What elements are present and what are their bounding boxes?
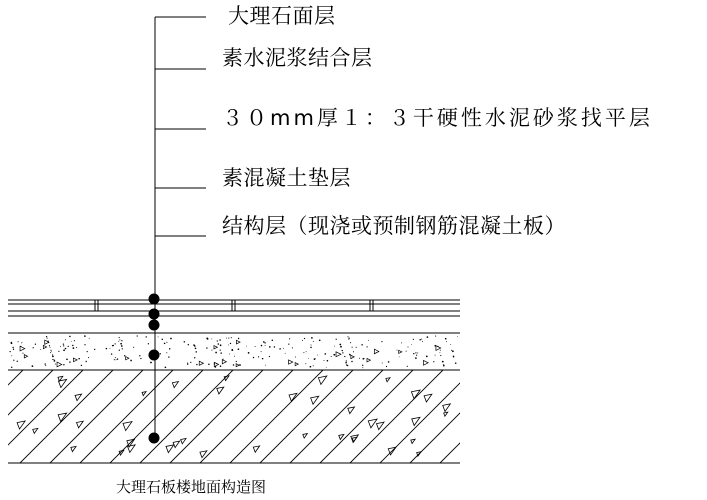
label-cement-bonding: 素水泥浆结合层 — [222, 46, 373, 70]
label-mortar-screed: ３０mm厚１：３干硬性水泥砂浆找平层 — [222, 106, 653, 130]
label-structural-layer: 结构层（现浇或预制钢筋混凝土板） — [222, 214, 566, 238]
layer-dot-marble — [149, 294, 160, 305]
layer-dot-structure — [149, 433, 160, 444]
layer-dot-cushion — [149, 350, 160, 361]
label-concrete-cushion: 素混凝土垫层 — [222, 166, 351, 190]
layer-dots — [149, 294, 160, 444]
diagram-caption: 大理石板楼地面构造图 — [116, 478, 267, 496]
marble-layer — [8, 300, 460, 311]
label-marble-surface: 大理石面层 — [228, 4, 336, 28]
leader-lines — [155, 17, 206, 440]
layer-dot-bonding — [149, 309, 160, 320]
concrete-cushion-layer — [8, 335, 460, 370]
structural-slab-layer — [0, 370, 623, 463]
layer-dot-screed — [149, 320, 160, 331]
bonding-layer — [8, 316, 460, 333]
